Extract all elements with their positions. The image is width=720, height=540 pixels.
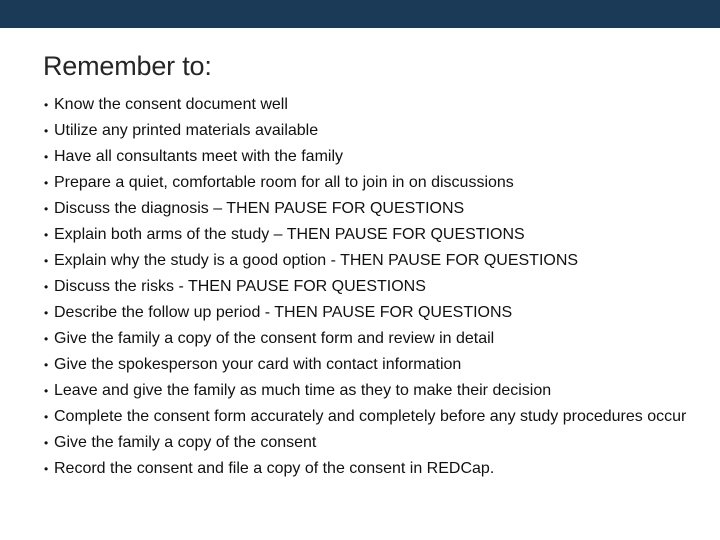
bullet-marker: • <box>44 228 49 242</box>
list-item-text: Have all consultants meet with the family <box>54 148 344 165</box>
list-item <box>44 120 694 142</box>
list-item-text: Prepare a quiet, comfortable room for all to join in on discussions <box>54 174 514 191</box>
bullet-marker: • <box>44 176 49 190</box>
list-item-text: Leave and give the family as much time as they to make their decision <box>54 382 552 399</box>
bullet-marker: • <box>44 358 49 372</box>
list-item-text: Record the consent and file a copy of the consent in REDCap. <box>54 460 495 477</box>
list-item <box>44 198 694 220</box>
list-item <box>44 172 694 194</box>
header-bar <box>0 0 720 28</box>
list-item-text: Explain both arms of the study – THEN PAUSE FOR QUESTIONS <box>54 226 525 243</box>
list-item <box>44 458 694 480</box>
bullet-marker: • <box>44 436 49 450</box>
list-item <box>44 406 694 428</box>
bullet-marker: • <box>44 202 49 216</box>
list-item <box>44 250 694 272</box>
list-item <box>44 224 694 246</box>
bullet-marker: • <box>44 280 49 294</box>
bullet-marker: • <box>44 384 49 398</box>
bullet-marker: • <box>44 150 49 164</box>
bullet-marker: • <box>44 462 49 476</box>
list-item <box>44 380 694 402</box>
list-item <box>44 276 694 298</box>
bullet-marker: • <box>44 306 49 320</box>
list-item <box>44 432 694 454</box>
list-item-text: Explain why the study is a good option - THEN PAUSE FOR QUESTIONS <box>54 252 579 269</box>
list-item-text: Know the consent document well <box>54 96 288 113</box>
list-item-text: Discuss the risks - THEN PAUSE FOR QUESTIONS <box>54 278 426 295</box>
list-item-text: Give the family a copy of the consent form and review in detail <box>54 330 495 347</box>
bullet-marker: • <box>44 98 49 112</box>
list-item-text: Discuss the diagnosis – THEN PAUSE FOR QUESTIONS <box>54 200 465 217</box>
list-item <box>44 94 694 116</box>
list-item <box>44 354 694 376</box>
list-item-text: Complete the consent form accurately and completely before any study procedures occur <box>54 408 687 425</box>
bullet-marker: • <box>44 124 49 138</box>
list-item <box>44 146 694 168</box>
list-item-text: Describe the follow up period - THEN PAUSE FOR QUESTIONS <box>54 304 513 321</box>
list-item-text: Give the family a copy of the consent <box>54 434 317 451</box>
list-item-text: Utilize any printed materials available <box>54 122 319 139</box>
list-item <box>44 328 694 350</box>
list-item <box>44 302 694 324</box>
bullet-marker: • <box>44 254 49 268</box>
list-item-text: Give the spokesperson your card with contact information <box>54 356 462 373</box>
slide-title: Remember to: <box>43 51 212 81</box>
bullet-list <box>44 94 694 484</box>
bullet-marker: • <box>44 332 49 346</box>
bullet-marker: • <box>44 410 49 424</box>
